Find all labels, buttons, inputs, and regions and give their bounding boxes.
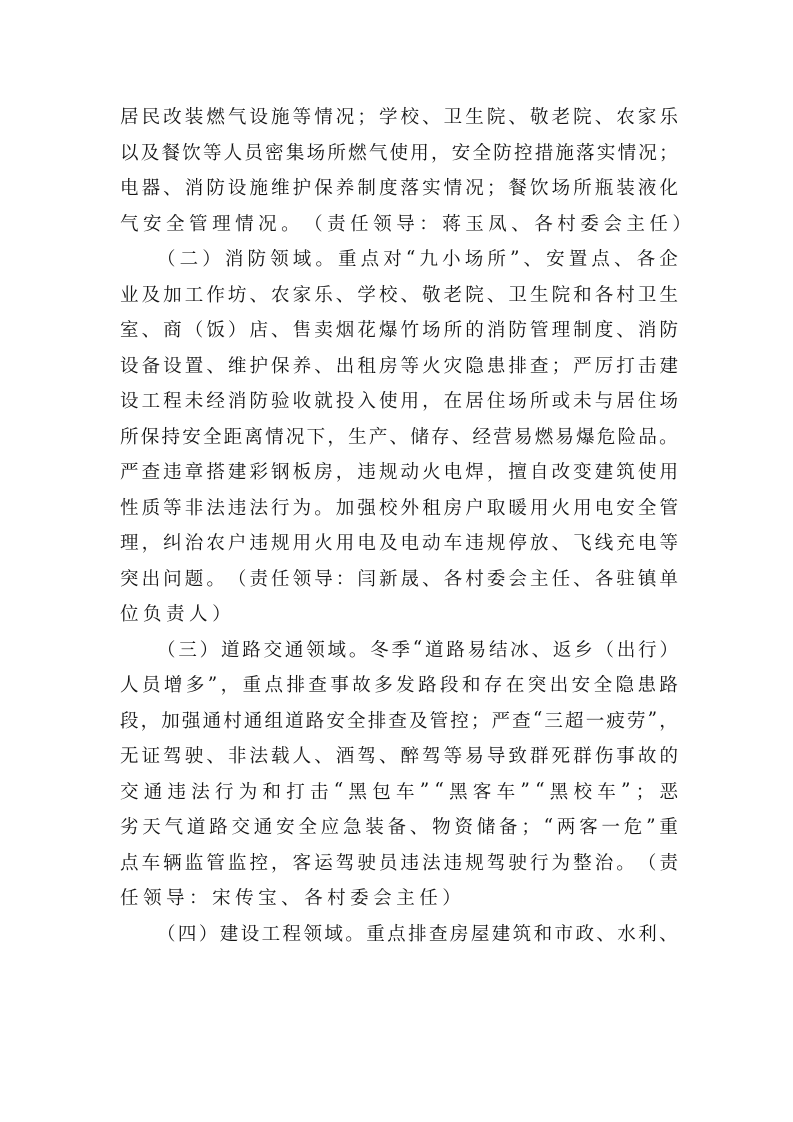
text-line: （ 四 ） 建 设 工 程 领 域 。 重 点 排 查 房 屋 建 筑 和 市 政 、 水 利 、 [157, 923, 678, 945]
text-line: 室 、 商 （ 饭 ） 店 、 售 卖 烟 花 爆 竹 场 所 的 消 防 管 理 制 度 、 消 防 [120, 320, 678, 341]
text-line: 点 车 辆 监 管 监 控 ， 客 运 驾 驶 员 违 法 违 规 驾 驶 行 为 整 治 。 （ 责 [120, 852, 678, 874]
text-line: （ 三 ） 道 路 交 通 领 域 。 冬 季 “ 道 路 易 结 冰 、 返 乡 （ 出 行 ） [157, 638, 678, 661]
text-line: 人 员 增 多 ” ， 重 点 排 查 事 故 多 发 路 段 和 存 在 突 出 安 全 隐 患 路 [120, 673, 678, 696]
text-line: 电 器 、 消 防 设 施 维 护 保 养 制 度 落 实 情 况 ； 餐 饮 场 所 瓶 装 液 化 [120, 178, 678, 199]
text-line: 以 及 餐 饮 等 人 员 密 集 场 所 燃 气 使 用 ， 安 全 防 控 措 施 落 实 情 况 ； [120, 142, 678, 164]
text-line: 理 ， 纠 治 农 户 违 规 用 火 用 电 及 电 动 车 违 规 停 放 、 飞 线 充 电 等 [120, 533, 678, 554]
text-line: 突 出 问 题 。 （ 责 任 领 导 ： 闫 新 晟 、 各 村 委 会 主 任 、 各 驻 镇 单 [120, 568, 678, 590]
text-line: 交 通 违 法 行 为 和 打 击 “ 黑 包 车 ” “ 黑 客 车 ” “ 黑 校 车 ” ； 恶 [120, 780, 678, 803]
text-line: 段 ， 加 强 通 村 通 组 道 路 安 全 排 查 及 管 控 ； 严 查 “ 三 超 一 疲 劳 ” ， [120, 709, 678, 732]
text-line: 劣 天 气 道 路 交 通 安 全 应 急 装 备 、 物 资 储 备 ； “ 两 客 一 危 ” 重 [120, 815, 678, 838]
text-line: 气 安 全 管 理 情 况 。 （ 责 任 领 导 ： 蒋 玉 凤 、 各 村 委 会 主 任 ） [120, 213, 691, 235]
text-line: 居 民 改 装 燃 气 设 施 等 情 况 ； 学 校 、 卫 生 院 、 敬 老 院 、 农 家 乐 [120, 107, 678, 128]
text-line: 设 备 设 置 、 维 护 保 养 、 出 租 房 等 火 灾 隐 患 排 查 ； 严 厉 打 击 建 [120, 355, 678, 377]
text-line: 性 质 等 非 法 违 法 行 为 。 加 强 校 外 租 房 户 取 暖 用 火 用 电 安 全 管 [120, 497, 678, 519]
text-line: 业 及 加 工 作 坊 、 农 家 乐 、 学 校 、 敬 老 院 、 卫 生 院 和 各 村 卫 生 [120, 284, 678, 306]
text-line: 任 领 导 ： 宋 传 宝 、 各 村 委 会 主 任 ） [120, 888, 461, 909]
text-line: 所 保 持 安 全 距 离 情 况 下 ， 生 产 、 储 存 、 经 营 易 燃 易 爆 危 险 品 。 [120, 426, 678, 448]
text-line: 无 证 驾 驶 、 非 法 载 人 、 酒 驾 、 醉 驾 等 易 导 致 群 死 群 伤 事 故 的 [120, 746, 678, 767]
text-line: 严 查 违 章 搭 建 彩 钢 板 房 ， 违 规 动 火 电 焊 ， 擅 自 改 变 建 筑 使 用 [120, 462, 678, 483]
document-body [120, 100, 691, 952]
text-line: 位 负 责 人 ） [120, 604, 231, 625]
text-line: （ 二 ） 消 防 领 域 。 重 点 对 “ 九 小 场 所 ” 、 安 置 点 、 各 企 [157, 247, 678, 270]
text-line: 设 工 程 未 经 消 防 验 收 就 投 入 使 用 ， 在 居 住 场 所 或 未 与 居 住 场 [120, 391, 678, 412]
